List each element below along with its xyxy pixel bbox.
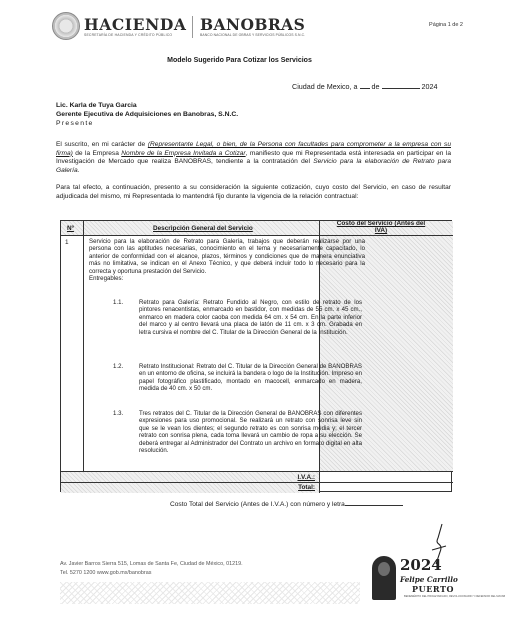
page-number: Página 1 de 2 [429,22,463,28]
iva-label: I.V.A.: [297,474,315,481]
deliverable-number: 1.3. [113,410,124,417]
hacienda-subtitle: SECRETARÍA DE HACIENDA Y CRÉDITO PÚBLICO [84,33,173,37]
footer-contact: Tel. 5270 1200 www.gob.mx/banobras [60,570,152,576]
addressee-position: Gerente Ejecutiva de Adquisiciones en Banobras, S.N.C. [56,111,239,118]
p1-text-c: de la Empresa [72,149,122,157]
deliverable-text: Retrato Institucional: Retrato del C. Titular de la Dirección General de BANOBRAS en un entorno de oficina, se incluirá la bandera o logo de la Institución. Impreso en papel fotográfico plastificado, montado en macocell, enmarcado en madera, medida de 40 cm. x 50 cm. [139,363,362,393]
banobras-logo-text: BANOBRAS [200,15,306,34]
deliverable-number: 1.1. [113,299,124,306]
header-rule [61,235,453,236]
total-cost-label: Costo Total del Servicio (Antes de I.V.A.) con número y letra [170,501,345,508]
p1-service-name: Servicio para la elaboración de Retrato para Galería. [56,158,451,174]
row-number: 1 [65,239,69,246]
hacienda-logo-text: HACIENDA [84,15,187,34]
month-blank [382,83,420,89]
footer-decorative-band [60,582,360,604]
quote-paragraph: Para tal efecto, a continuación, presento a su consideración la siguiente cotización, cuyo costo del Servicio, en caso de resultar adjudicada del mismo, mi Representada lo mantendrá fijo durante la vigencia de la relación contractual: [56,184,451,200]
footer-name-subtitle: BENEMÉRITO DEL PROLETARIADO, REVOLUCIONARIO Y DEFENSOR DEL MAYAB [404,595,505,598]
iva-rule [61,482,453,483]
service-description [89,238,365,282]
col-header-description: Descripción General del Servicio [153,225,253,232]
p1-text-a: El suscrito, en mi carácter de [56,141,148,148]
service-intro: Servicio para la elaboración de Retrato para Galería, trabajos que deberán realizarse por una persona con las aptitudes necesarias, conocimiento en el tema y necesariamente capacitado, lo anterior de conformidad con el alcance, plazos, términos y condiciones que de manera enunciativa más no limitativa, se indican en el Anexo Técnico, y que deberá incluir todo lo necesario para la correcta y oportuna prestación del Servicio. [89,238,365,275]
banobras-subtitle: BANCO NACIONAL DE OBRAS Y SERVICIOS PÚBLICOS S.N.C. [200,33,306,37]
deliverable-text: Tres retratos del C. Titular de la Dirección General de BANOBRAS con diferentes expresiones para uso promocional. Se realizará un retrato con sonrisa leve sin que se le vean los dientes; el segundo retrato es con sonrisa media y; el tercer retrato con sonrisa plena, cada toma llevará un cambio de ropa a su elección. Se deberá entregar al Administrador del Contrato un archivo en formato digital en alta resolución. [139,410,362,455]
government-seal-icon [52,12,80,40]
p1-representative-placeholder: (Representante Legal, o bien, de la Persona con facultades para comprometer a la empresa con su firma) [56,141,451,157]
col-divider-1 [83,221,84,471]
deliverable-number: 1.2. [113,363,124,370]
day-blank [360,83,370,89]
col-header-no: Nº [67,225,74,232]
portrait-icon [372,556,396,600]
quote-table [60,220,452,492]
document-title: Modelo Sugerido Para Cotizar los Servicios [167,57,312,64]
footer-name-line2: PUERTO [412,584,455,594]
p1-text-e: , manifiesto que mi Representada está interesada en participar en la Investigación de Mercado que realiza BANOBRAS, tendiente a la contratación del [56,149,451,166]
footer-year: 2024 [400,556,442,574]
total-cost-blank [345,500,403,506]
date-prefix: Ciudad de Mexico, a [292,82,358,91]
deliverable-text: Retrato para Galería: Retrato Fundido al Negro, con estilo de retrato de los pintores renacentistas, enmarcado en bastidor, con medidas de 55 cm. x 45 cm., enmarco en madera color caoba con medida 64 cm. x 54 cm. En la parte inferior del marco y al centro llevará una placa de latón de 11 cm. x 3 cm. Grabada en letra cursiva el nombre del C. Titular de la Dirección General de la Institución. [139,299,362,336]
date-line [292,82,438,91]
total-label: Total: [298,484,315,491]
addressee-greeting: Presente [56,120,94,127]
total-cost-line [170,500,403,508]
addressee-block [56,101,238,128]
logo-divider [192,16,193,38]
deliverables-label: Entregables: [89,275,124,283]
addressee-name: Lic. Karla de Tuya Garcia [56,102,137,109]
p1-company-placeholder: Nombre de la Empresa Invitada a Cotizar [121,149,246,157]
footer-name-line1: Felipe Carrillo [400,575,458,584]
letterhead [52,12,467,42]
body-rule [61,471,453,472]
col-header-cost: Costo del Servicio (Antes del IVA) [336,220,426,235]
date-year: 2024 [421,82,438,91]
date-mid: de [371,82,380,91]
intro-paragraph [56,141,451,175]
footer-address: Av. Javier Barros Sierra 515, Lomas de Santa Fe, Ciudad de México, 01219. [60,561,243,567]
